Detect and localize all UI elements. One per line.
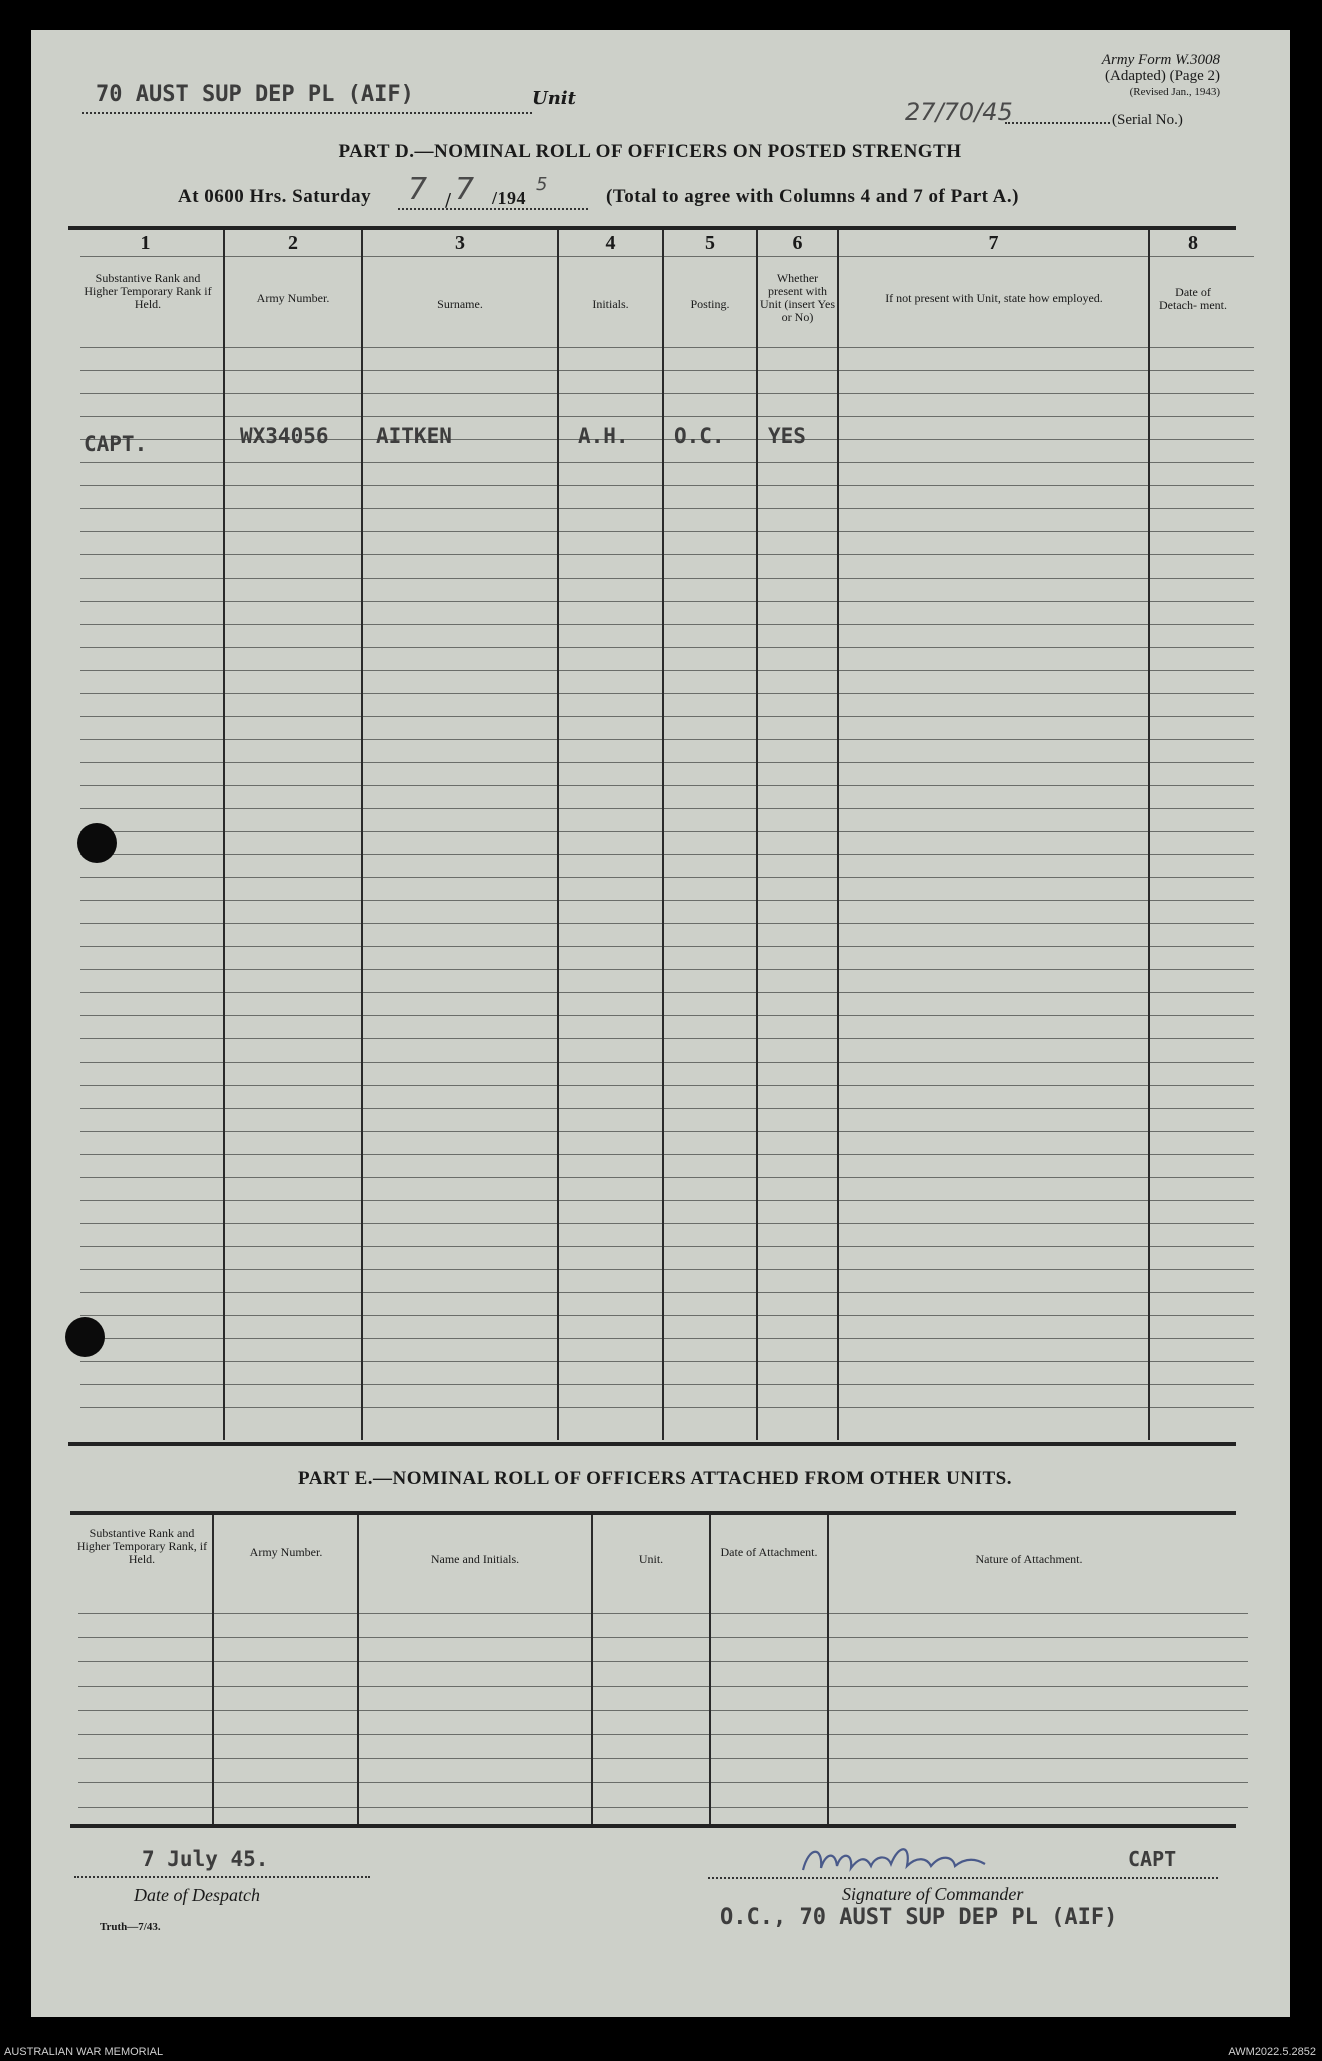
- ruled-line: [78, 1807, 1248, 1808]
- e-col-head-unit: Unit.: [638, 1552, 664, 1566]
- ruled-line: [80, 1246, 1254, 1247]
- row1-posting: O.C.: [674, 424, 725, 448]
- signature-label: Signature of Commander: [842, 1884, 1024, 1904]
- col-head-present: Whether present with Unit (insert Yes or No): [760, 271, 836, 324]
- col-num-3: 3: [455, 232, 465, 254]
- ruled-line: [80, 1407, 1254, 1408]
- archive-credit-left: AUSTRALIAN WAR MEMORIAL: [4, 2046, 164, 2058]
- ruled-line: [78, 1661, 1248, 1662]
- time-prefix: At 0600 Hrs. Saturday: [178, 186, 372, 207]
- ruled-line: [80, 762, 1254, 763]
- date-day: 7: [408, 172, 428, 207]
- despatch-date: 7 July 45.: [142, 1847, 269, 1871]
- ruled-line: [80, 624, 1254, 625]
- col-head-initials: Initials.: [592, 297, 629, 311]
- col-num-1: 1: [140, 232, 151, 254]
- ruled-line: [78, 1686, 1248, 1687]
- e-col-head-army-number: Army Number.: [249, 1545, 323, 1559]
- ruled-line: [80, 485, 1254, 486]
- ruled-line: [80, 578, 1254, 579]
- ruled-line: [80, 923, 1254, 924]
- commander-line: O.C., 70 AUST SUP DEP PL (AIF): [720, 1905, 1118, 1930]
- time-line: [178, 186, 371, 208]
- ruled-line: [78, 1734, 1248, 1735]
- col-head-surname: Surname.: [437, 297, 483, 311]
- date-month: 7: [455, 172, 475, 207]
- archive-credit-right: AWM2022.5.2852: [1228, 2046, 1316, 2058]
- ruled-line: [80, 416, 1254, 417]
- part-d-bottom-rule: [68, 1442, 1236, 1446]
- date-year-digit: 5: [536, 174, 548, 195]
- ruled-line: [80, 808, 1254, 809]
- ruled-line: [80, 647, 1254, 648]
- e-col-head-nature: Nature of Attachment.: [975, 1552, 1083, 1566]
- part-e-bottom-rule: [70, 1824, 1236, 1828]
- total-note: (Total to agree with Columns 4 and 7 of Part A.): [606, 186, 1019, 207]
- ruled-line: [80, 1085, 1254, 1086]
- ruled-line: [80, 370, 1254, 371]
- ruled-line: [80, 1108, 1254, 1109]
- ruled-line: [78, 1637, 1248, 1638]
- ruled-line: [80, 1384, 1254, 1385]
- ruled-line: [80, 1154, 1254, 1155]
- row1-present: YES: [768, 424, 806, 448]
- ruled-line: [80, 347, 1254, 348]
- ruled-line: [78, 1710, 1248, 1711]
- ruled-line: [80, 601, 1254, 602]
- e-col-head-name: Name and Initials.: [430, 1552, 520, 1566]
- ruled-line: [80, 946, 1254, 947]
- col-num-5: 5: [705, 232, 715, 254]
- unit-field: [82, 82, 532, 114]
- ruled-line: [80, 877, 1254, 878]
- ruled-line: [80, 1338, 1254, 1339]
- col-head-employed: If not present with Unit, state how employed.: [885, 291, 1103, 305]
- ruled-line: [80, 531, 1254, 532]
- row1-army-number: WX34056: [240, 424, 329, 448]
- form-ref-line3: (Revised Jan., 1943): [1129, 86, 1220, 98]
- ruled-line: [80, 462, 1254, 463]
- e-col-head-rank: Substantive Rank and Higher Temporary Rank, if Held.: [76, 1526, 208, 1566]
- ruled-line: [80, 900, 1254, 901]
- form-ref-line2: (Adapted) (Page 2): [1105, 68, 1220, 84]
- ruled-line: [80, 554, 1254, 555]
- unit-label: Unit: [532, 88, 576, 109]
- ruled-line: [80, 508, 1254, 509]
- serial-dotline: [1005, 122, 1110, 124]
- row1-rank: CAPT.: [84, 432, 148, 456]
- col-head-army-number: Army Number.: [256, 291, 330, 305]
- ruled-line: [80, 716, 1254, 717]
- ruled-line: [80, 1269, 1254, 1270]
- ruled-line: [80, 1223, 1254, 1224]
- form-ref-line1: Army Form W.3008: [1101, 52, 1220, 68]
- punch-hole: [77, 823, 117, 863]
- part-d-title: PART D.—NOMINAL ROLL OF OFFICERS ON POSTED STRENGTH: [338, 141, 962, 162]
- ruled-line: [80, 1361, 1254, 1362]
- ruled-line: [80, 969, 1254, 970]
- ruled-line: [78, 1782, 1248, 1783]
- row1-initials: A.H.: [578, 424, 629, 448]
- form-reference: [1010, 52, 1220, 100]
- form-page: [31, 30, 1290, 2017]
- ruled-line: [80, 1177, 1254, 1178]
- date-year-prefix: /194: [492, 188, 527, 208]
- e-col-head-date: Date of Attachment.: [720, 1545, 818, 1559]
- ruled-line: [80, 256, 1254, 257]
- part-d-top-rule: [68, 226, 1236, 230]
- col-num-2: 2: [288, 232, 298, 254]
- printer-mark: Truth—7/43.: [100, 1921, 161, 1933]
- ruled-line: [80, 992, 1254, 993]
- col-head-rank: Substantive Rank and Higher Temporary Rank if Held.: [84, 271, 212, 311]
- ruled-line: [80, 831, 1254, 832]
- unit-value: 70 AUST SUP DEP PL (AIF): [96, 82, 414, 107]
- ruled-line: [80, 1292, 1254, 1293]
- ruled-line: [80, 1062, 1254, 1063]
- despatch-label: Date of Despatch: [134, 1885, 260, 1905]
- col-head-detachment: Date of Detach- ment.: [1159, 285, 1227, 312]
- punch-hole: [65, 1317, 105, 1357]
- col-num-4: 4: [605, 232, 616, 254]
- ruled-line: [80, 1315, 1254, 1316]
- ruled-line: [80, 785, 1254, 786]
- ruled-line: [80, 670, 1254, 671]
- ruled-line: [80, 1131, 1254, 1132]
- ruled-line: [80, 1200, 1254, 1201]
- col-head-posting: Posting.: [690, 297, 730, 311]
- serial-label: (Serial No.): [1112, 112, 1183, 128]
- part-e-title: PART E.—NOMINAL ROLL OF OFFICERS ATTACHED FROM OTHER UNITS.: [298, 1468, 1012, 1489]
- part-e-top-rule: [70, 1511, 1236, 1515]
- ruled-line: [78, 1613, 1248, 1614]
- ruled-line: [78, 1758, 1248, 1759]
- ruled-line: [80, 693, 1254, 694]
- ruled-line: [80, 393, 1254, 394]
- col-num-7: 7: [988, 232, 999, 254]
- ruled-line: [80, 854, 1254, 855]
- ruled-line: [80, 1038, 1254, 1039]
- serial-value: 27/70/45: [905, 98, 1013, 126]
- ruled-line: [80, 739, 1254, 740]
- ruled-line: [80, 1015, 1254, 1016]
- col-num-6: 6: [792, 232, 803, 254]
- commander-rank: CAPT: [1128, 1847, 1177, 1871]
- row1-surname: AITKEN: [376, 424, 452, 448]
- col-num-8: 8: [1188, 232, 1198, 254]
